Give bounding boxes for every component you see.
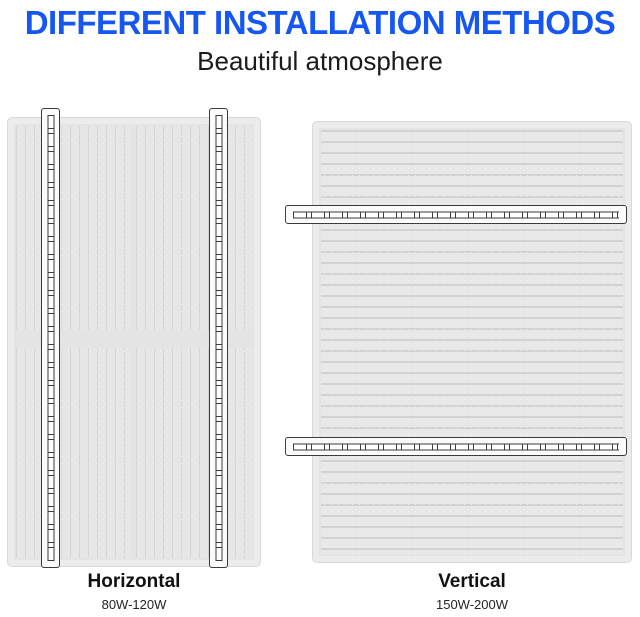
rail-slots <box>293 443 619 450</box>
cell-block <box>136 348 252 558</box>
caption-title: Horizontal <box>87 571 181 592</box>
mounting-rail-horizontal-top <box>285 205 627 224</box>
cell-block <box>136 126 252 330</box>
caption-horizontal <box>8 571 260 614</box>
caption-vertical <box>313 571 631 614</box>
panel-surface-vertical <box>319 128 625 556</box>
page-subtitle: Beautiful atmosphere <box>197 46 443 76</box>
mounting-rail-horizontal-bottom <box>285 437 627 456</box>
cell-texture <box>16 126 130 330</box>
cell-texture <box>16 348 130 558</box>
page-title: DIFFERENT INSTALLATION METHODS <box>24 4 616 41</box>
cell-texture <box>136 126 252 330</box>
cell-texture <box>321 130 623 554</box>
cell-block <box>16 348 130 558</box>
cell-block <box>321 130 623 554</box>
solar-panel-vertical <box>313 122 631 562</box>
mounting-rail-vertical-right <box>209 108 228 568</box>
cell-texture <box>136 348 252 558</box>
cell-block <box>16 126 130 330</box>
caption-power: 150W-200W <box>435 597 508 612</box>
rail-slots <box>215 115 222 561</box>
rail-slots <box>293 211 619 218</box>
mounting-rail-vertical-left <box>41 108 60 568</box>
rail-slots <box>47 115 54 561</box>
caption-title: Vertical <box>438 571 506 592</box>
caption-power: 80W-120W <box>101 597 167 612</box>
